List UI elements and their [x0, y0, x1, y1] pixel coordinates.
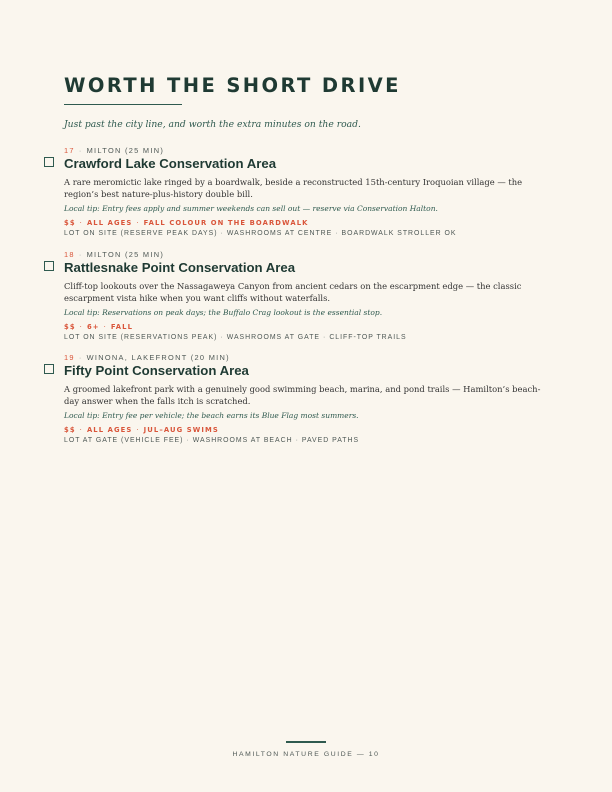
entry-meta: [64, 250, 164, 259]
facility-separator: ·: [220, 230, 224, 237]
entry-location: MILTON (25 MIN): [86, 250, 165, 259]
entry-number: 19: [64, 353, 75, 362]
entry-facilities: [64, 437, 359, 444]
tag-separator: ·: [79, 219, 83, 227]
meta-separator: ·: [78, 353, 83, 362]
list-item: [0, 250, 612, 350]
entry-tip: Local tip: Reservations on peak days; the Buffalo Crag lookout is the essential stop.: [64, 308, 383, 317]
entry-tags: [64, 323, 133, 331]
page-footer: HAMILTON NATURE GUIDE — 10: [232, 751, 380, 758]
entry-facilities: [64, 334, 407, 341]
facility-access: CLIFF-TOP TRAILS: [329, 334, 407, 341]
entry-meta: [64, 353, 230, 362]
tag-price: $$: [64, 426, 76, 434]
facility-washrooms: WASHROOMS AT BEACH: [192, 437, 293, 444]
facility-separator: ·: [186, 437, 190, 444]
entry-name: Crawford Lake Conservation Area: [64, 156, 277, 171]
facility-access: BOARDWALK STROLLER OK: [341, 230, 457, 237]
entry-number: 18: [64, 250, 75, 259]
tag-separator: ·: [136, 426, 140, 434]
tag-price: $$: [64, 323, 76, 331]
entry-name: Rattlesnake Point Conservation Area: [64, 260, 296, 275]
facility-parking: LOT AT GATE (VEHICLE FEE): [64, 437, 184, 444]
tag-ages: 6+: [86, 323, 100, 331]
footer-divider: [286, 741, 326, 743]
tag-season: FALL: [110, 323, 134, 331]
meta-separator: ·: [78, 146, 83, 155]
tag-separator: ·: [79, 323, 83, 331]
entry-name: Fifty Point Conservation Area: [64, 363, 249, 378]
entry-meta: [64, 146, 164, 155]
facility-washrooms: WASHROOMS AT CENTRE: [226, 230, 333, 237]
facility-parking: LOT ON SITE (RESERVE PEAK DAYS): [64, 230, 218, 237]
facility-separator: ·: [295, 437, 299, 444]
tag-season: FALL COLOUR ON THE BOARDWALK: [143, 219, 309, 227]
tag-price: $$: [64, 219, 76, 227]
tag-ages: ALL AGES: [86, 219, 133, 227]
title-divider: [64, 104, 182, 105]
entry-description: A groomed lakefront park with a genuinely good swimming beach, marina, and pond trails — Hamilton’s beach-day answer when the falls itch is scratched.: [64, 384, 541, 407]
entry-facilities: [64, 230, 457, 237]
tag-separator: ·: [79, 426, 83, 434]
tag-separator: ·: [103, 323, 107, 331]
entry-tags: [64, 219, 309, 227]
visited-checkbox[interactable]: [44, 157, 54, 167]
tag-separator: ·: [136, 219, 140, 227]
entry-location: MILTON (25 MIN): [86, 146, 165, 155]
facility-access: PAVED PATHS: [301, 437, 360, 444]
entry-description: Cliff-top lookouts over the Nassagaweya Canyon from ancient cedars on the escarpment edge — the classic escarpment vista hike when you want cliffs without waterfalls.: [64, 281, 522, 304]
entry-description: A rare meromictic lake ringed by a boardwalk, beside a reconstructed 15th-century Iroquoian village — the region’s best nature-plus-history double bill.: [64, 177, 523, 200]
visited-checkbox[interactable]: [44, 364, 54, 374]
entry-tip: Local tip: Entry fee per vehicle; the beach earns its Blue Flag most summers.: [64, 411, 359, 420]
entry-location: WINONA, LAKEFRONT (20 MIN): [86, 353, 230, 362]
facility-separator: ·: [335, 230, 339, 237]
entry-number: 17: [64, 146, 75, 155]
tag-ages: ALL AGES: [86, 426, 133, 434]
page-title: WORTH THE SHORT DRIVE: [64, 74, 401, 97]
entry-tags: [64, 426, 219, 434]
list-item: [0, 146, 612, 246]
entry-tip: Local tip: Entry fees apply and summer weekends can sell out — reserve via Conservation Halton.: [64, 204, 438, 213]
list-item: [0, 353, 612, 453]
facility-separator: ·: [220, 334, 224, 341]
page-subtitle: Just past the city line, and worth the extra minutes on the road.: [64, 119, 361, 130]
facility-separator: ·: [323, 334, 327, 341]
facility-washrooms: WASHROOMS AT GATE: [226, 334, 321, 341]
facility-parking: LOT ON SITE (RESERVATIONS PEAK): [64, 334, 218, 341]
meta-separator: ·: [78, 250, 83, 259]
visited-checkbox[interactable]: [44, 261, 54, 271]
tag-season: JUL–AUG SWIMS: [143, 426, 219, 434]
